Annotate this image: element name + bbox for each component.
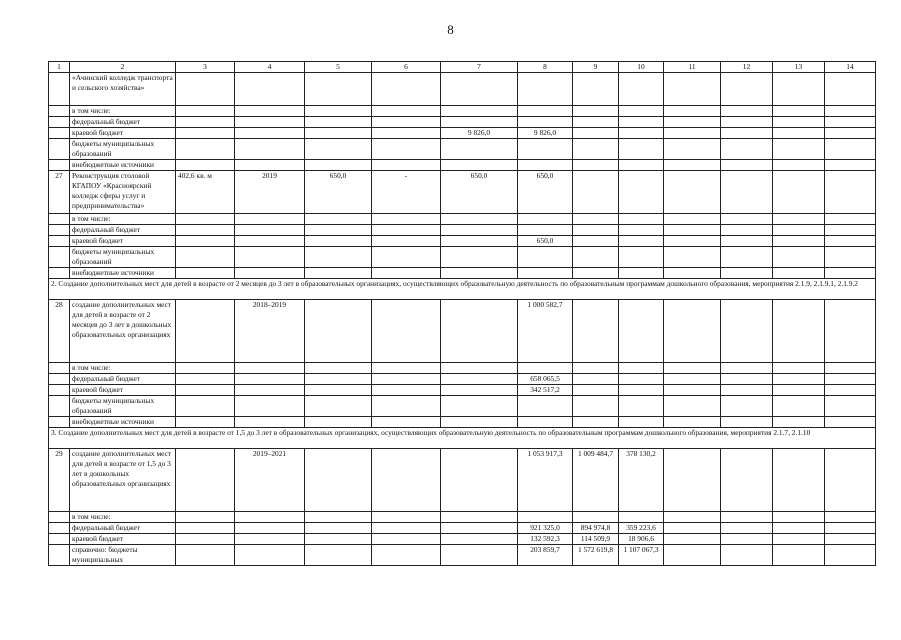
cell-c8: 650,0 [518, 171, 573, 214]
row-label: справочно: бюджеты муниципальных [70, 545, 176, 566]
cell-c9: 1 572 619,8 [573, 545, 619, 566]
table-row [49, 128, 876, 139]
object-name: «Ачинский колледж транспорта и сельского хозяйства» [70, 73, 176, 106]
cell-c8: 650,0 [518, 236, 573, 247]
header-col-13: 13 [773, 62, 825, 73]
header-col-8: 8 [518, 62, 573, 73]
cell-c8: 1 000 582,7 [518, 300, 573, 363]
row-label: федеральный бюджет [70, 374, 176, 385]
cell-c8: 921 325,0 [518, 523, 573, 534]
row-label: федеральный бюджет [70, 523, 176, 534]
table-row [49, 512, 876, 523]
header-col-14: 14 [825, 62, 876, 73]
header-col-3: 3 [176, 62, 235, 73]
row-number: 28 [49, 300, 70, 363]
row-label: в том числе: [70, 363, 176, 374]
table-row [49, 417, 876, 428]
header-row [49, 62, 876, 73]
table-row [49, 363, 876, 374]
table-row [49, 545, 876, 566]
section-title: 2. Создание дополнительных мест для детей в возрасте от 2 месяцев до 3 лет в образовательных организациях, осуществляющих образовательную деятельность по образовательным программам дошкольного образования, мероприятия 2.1.9, 2.1.9.1, 2.1.9.2 [49, 279, 876, 300]
object-name: создание дополнительных мест для детей в возрасте от 1,5 до 3 лет в дошкольных образовательных организациях [70, 449, 176, 512]
row-label: федеральный бюджет [70, 117, 176, 128]
header-col-9: 9 [573, 62, 619, 73]
table-row [49, 396, 876, 417]
cell-c10: 1 107 067,3 [619, 545, 664, 566]
row-label: в том числе: [70, 214, 176, 225]
row-label: в том числе: [70, 106, 176, 117]
table-row [49, 106, 876, 117]
cell-c9: 114 509,9 [573, 534, 619, 545]
row-label: бюджеты муниципальных образований [70, 139, 176, 160]
cell-c4: 2018–2019 [235, 300, 305, 363]
cell-c4: 2019 [235, 171, 305, 214]
row-label: бюджеты муниципальных образований [70, 247, 176, 268]
cell-c10: 378 130,2 [619, 449, 664, 512]
row-label: бюджеты муниципальных образований [70, 396, 176, 417]
cell-c6: - [372, 171, 441, 214]
row-label: краевой бюджет [70, 534, 176, 545]
row-label: краевой бюджет [70, 236, 176, 247]
table-row [49, 160, 876, 171]
cell-c5: 650,0 [305, 171, 372, 214]
object-name: Реконструкция столовой КГАПОУ «Красноярский колледж сферы услуг и предпринимательства» [70, 171, 176, 214]
table-row [49, 300, 876, 363]
cell-c7: 9 826,0 [441, 128, 518, 139]
header-col-11: 11 [664, 62, 721, 73]
row-label: внебюджетные источники [70, 417, 176, 428]
cell-c8: 203 859,7 [518, 545, 573, 566]
row-label: краевой бюджет [70, 385, 176, 396]
cell-c3: 402,6 кв. м [176, 171, 235, 214]
table-row [49, 139, 876, 160]
cell-c8: 658 065,5 [518, 374, 573, 385]
header-col-1: 1 [49, 62, 70, 73]
object-name: создание дополнительных мест для детей в возрасте от 2 месяцев до 3 лет в дошкольных образовательных организациях [70, 300, 176, 363]
cell-c8: 9 826,0 [518, 128, 573, 139]
cell-c8: 1 053 917,3 [518, 449, 573, 512]
row-number: 27 [49, 171, 70, 214]
cell-c10: 359 223,6 [619, 523, 664, 534]
header-col-10: 10 [619, 62, 664, 73]
table-row [49, 268, 876, 279]
table-row [49, 236, 876, 247]
row-label: краевой бюджет [70, 128, 176, 139]
header-col-12: 12 [721, 62, 773, 73]
cell-c7: 650,0 [441, 171, 518, 214]
table-row [49, 171, 876, 214]
row-label: федеральный бюджет [70, 225, 176, 236]
cell-c10: 18 906,6 [619, 534, 664, 545]
header-col-2: 2 [70, 62, 176, 73]
budget-table [48, 61, 876, 566]
table-row [49, 523, 876, 534]
table-row [49, 385, 876, 396]
table-row [49, 225, 876, 236]
header-col-4: 4 [235, 62, 305, 73]
header-col-6: 6 [372, 62, 441, 73]
table-row [49, 374, 876, 385]
table-row [49, 214, 876, 225]
page-number: 8 [447, 22, 454, 37]
header-col-5: 5 [305, 62, 372, 73]
table-row [49, 73, 876, 106]
cell-c8: 132 592,3 [518, 534, 573, 545]
table-row [49, 449, 876, 512]
cell-c9: 1 009 484,7 [573, 449, 619, 512]
header-col-7: 7 [441, 62, 518, 73]
table-row [49, 247, 876, 268]
section-title: 3. Создание дополнительных мест для детей в возрасте от 1,5 до 3 лет в образовательных организациях, осуществляющих образовательную деятельность по образовательным программам дошкольного образования, мероприятия 2.1.7, 2.1.10 [49, 428, 876, 449]
table-row [49, 534, 876, 545]
cell-c9: 894 974,8 [573, 523, 619, 534]
section-row [49, 279, 876, 300]
section-row [49, 428, 876, 449]
cell-c4: 2019–2021 [235, 449, 305, 512]
cell-c8: 342 517,2 [518, 385, 573, 396]
table-row [49, 117, 876, 128]
row-label: внебюджетные источники [70, 160, 176, 171]
row-label: в том числе: [70, 512, 176, 523]
row-label: внебюджетные источники [70, 268, 176, 279]
row-number: 29 [49, 449, 70, 512]
